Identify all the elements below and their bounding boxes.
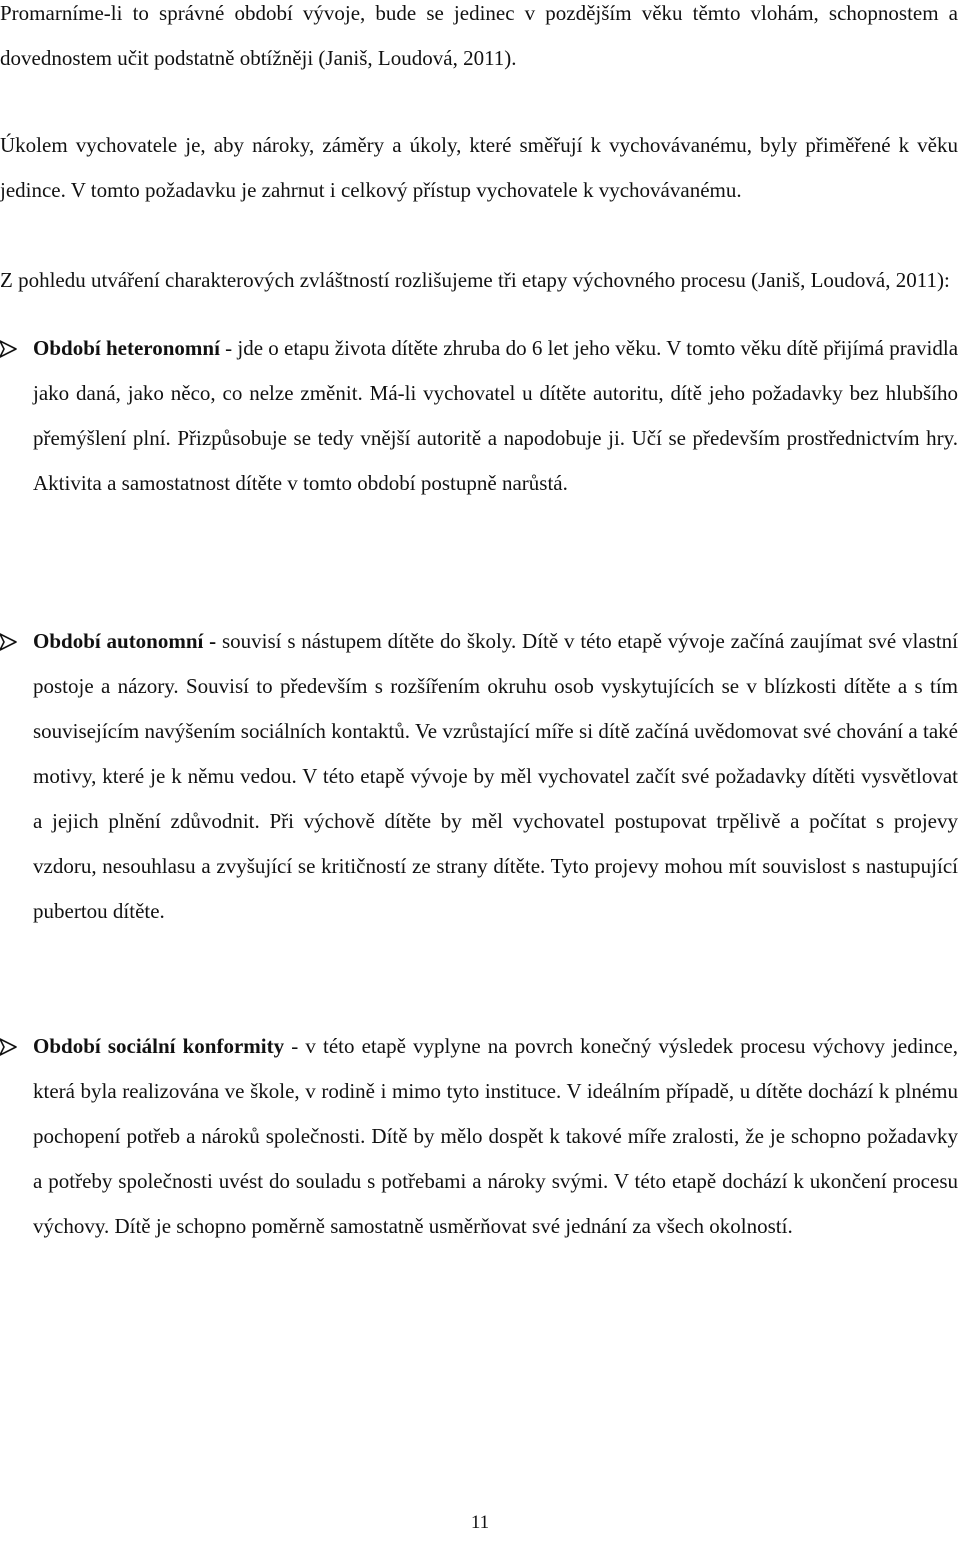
- list-item-autonomous: [33, 619, 958, 934]
- list-item-term: Období heteronomní: [33, 336, 220, 360]
- list-item-text: souvisí s nástupem dítěte do školy. Dítě v této etapě vývoje začíná zaujímat své vlastní postoje a názory. Souvisí to především s rozšířením okruhu osob vyskytujících se v blízkosti dítěte a s tím souvisejícím navýšením sociálních kontaktů. Ve vzrůstající míře si dítě začíná uvědomovat své chování a také motivy, které je k němu vedou. V této etapě vývoje by měl vychovatel začít své požadavky dítěti vysvětlovat a jejich plnění zdůvodnit. Při výchově dítěte by měl vychovatel postupovat trpělivě a počítat s projevy vzdoru, nesouhlasu a zvyšující se kritičností ze strany dítěte. Tyto projevy mohou mít souvislost s nastupující pubertou dítěte.: [33, 629, 959, 923]
- arrowhead-bullet-icon: [0, 633, 17, 651]
- list-item-term: Období sociální konformity: [33, 1034, 285, 1058]
- arrowhead-bullet-icon: [0, 340, 17, 358]
- list-item-term: Období autonomní -: [33, 629, 217, 653]
- list-item-text: - jde o etapu života dítěte zhruba do 6 let jeho věku. V tomto věku dítě přijímá pravidla jako daná, jako něco, co nelze změnit. Má-li vychovatel u dítěte autoritu, dítě jeho požadavky bez hlubšího přemýšlení plní. Přizpůsobuje se tedy vnější autoritě a napodobuje ji. Učí se především prostřednictvím hry. Aktivita a samostatnost dítěte v tomto období postupně narůstá.: [33, 336, 959, 495]
- arrowhead-bullet-icon: [0, 1038, 17, 1056]
- list-item-heteronomous: [33, 326, 958, 506]
- page-number: 11: [470, 1512, 490, 1533]
- paragraph-intro: Promarníme-li to správné období vývoje, bude se jedinec v pozdějším věku těmto vlohám, schopnostem a dovednostem učit podstatně obtížněji (Janiš, Loudová, 2011).: [0, 1, 958, 70]
- list-item-text: - v této etapě vyplyne na povrch konečný výsledek procesu výchovy jedince, která byla realizována ve škole, v rodině i mimo tyto instituce. V ideálním případě, u dítěte dochází k plnému pochopení potřeb a nároků společnosti. Dítě by mělo dospět k takové míře zralosti, že je schopno požadavky a potřeby společnosti uvést do souladu s potřebami a nároky svými. V této etapě dochází k ukončení procesu výchovy. Dítě je schopno poměrně samostatně usměrňovat své jednání za všech okolností.: [33, 1034, 958, 1238]
- paragraph-educator-task: Úkolem vychovatele je, aby nároky, záměry a úkoly, které směřují k vychovávanému, byly přiměřené k věku jedince. V tomto požadavku je zahrnut i celkový přístup vychovatele k vychovávanému.: [0, 133, 958, 202]
- list-item-social-conformity: [33, 1024, 958, 1249]
- paragraph-stages-intro: Z pohledu utváření charakterových zvláštností rozlišujeme tři etapy výchovného procesu (Janiš, Loudová, 2011):: [0, 268, 950, 292]
